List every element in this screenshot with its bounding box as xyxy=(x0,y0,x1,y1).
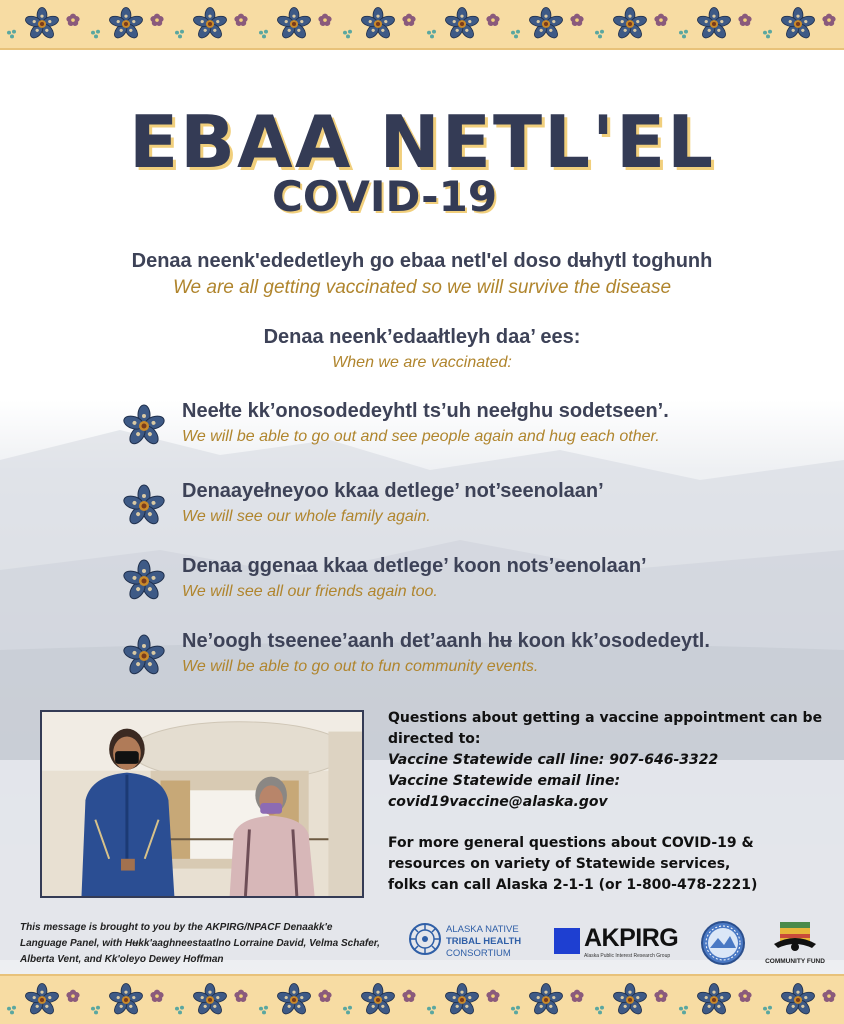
anthc-logo[interactable] xyxy=(408,920,538,968)
community-fund-label: COMMUNITY FUND xyxy=(765,958,825,965)
border-dots-icon xyxy=(7,30,16,39)
benefit-native-text: Neełte kk’onosodedeyhtl ts’uh neełghu sodetseen’. xyxy=(182,400,669,422)
general-line-2: resources on variety of Statewide services, xyxy=(388,856,731,872)
border-dots-icon xyxy=(259,1006,268,1015)
border-small-flower-icon xyxy=(402,990,417,1003)
border-flower-icon xyxy=(612,8,648,41)
akpirg-logo[interactable] xyxy=(554,920,684,968)
border-dots-icon xyxy=(511,30,520,39)
border-dots-icon xyxy=(679,30,688,39)
border-flower-icon xyxy=(108,984,144,1017)
anthc-line-2: TRIBAL HEALTH xyxy=(446,936,522,947)
community-fund-logo[interactable] xyxy=(764,920,826,968)
benefit-item xyxy=(120,400,820,460)
border-small-flower-icon xyxy=(738,990,753,1003)
benefit-english-text: We will be able to go out and see people again and hug each other. xyxy=(182,428,660,445)
flower-icon xyxy=(122,559,166,603)
border-dots-icon xyxy=(427,30,436,39)
border-small-flower-icon xyxy=(318,14,333,27)
border-small-flower-icon xyxy=(318,990,333,1003)
border-flower-icon xyxy=(696,8,732,41)
border-small-flower-icon xyxy=(234,14,249,27)
border-flower-icon xyxy=(780,8,816,41)
benefit-item xyxy=(120,630,820,690)
contact-info xyxy=(388,708,828,896)
border-dots-icon xyxy=(511,1006,520,1015)
email-link[interactable]: covid19vaccine@alaska.gov xyxy=(388,794,608,810)
border-small-flower-icon xyxy=(150,990,165,1003)
border-flower-icon xyxy=(276,984,312,1017)
anthc-line-1: ALASKA NATIVE xyxy=(446,924,519,935)
border-small-flower-icon xyxy=(822,14,837,27)
border-dots-icon xyxy=(763,1006,772,1015)
question-line-2: directed to: xyxy=(388,731,481,747)
email-label: Vaccine Statewide email line: xyxy=(388,773,621,789)
border-small-flower-icon xyxy=(822,990,837,1003)
general-line-1: For more general questions about COVID-19 & xyxy=(388,835,754,851)
question-line-1: Questions about getting a vaccine appointment can be xyxy=(388,710,823,726)
border-dots-icon xyxy=(763,30,772,39)
border-flower-icon xyxy=(192,8,228,41)
bottom-floral-border xyxy=(0,974,844,1024)
benefit-english-text: We will see our whole family again. xyxy=(182,508,431,525)
when-english-heading: When we are vaccinated: xyxy=(332,354,512,371)
border-small-flower-icon xyxy=(66,14,81,27)
border-flower-icon xyxy=(24,984,60,1017)
state-seal-logo[interactable] xyxy=(700,920,746,968)
akpirg-wordmark: AKPIRG xyxy=(584,924,679,952)
akpirg-square-icon xyxy=(554,928,580,954)
call-line[interactable]: Vaccine Statewide call line: 907-646-3322 xyxy=(388,752,719,768)
border-dots-icon xyxy=(175,30,184,39)
border-flower-icon xyxy=(528,8,564,41)
border-small-flower-icon xyxy=(570,14,585,27)
top-floral-border xyxy=(0,0,844,50)
border-flower-icon xyxy=(528,984,564,1017)
benefit-item xyxy=(120,555,820,615)
border-flower-icon xyxy=(360,8,396,41)
border-flower-icon xyxy=(444,984,480,1017)
border-small-flower-icon xyxy=(150,14,165,27)
border-flower-icon xyxy=(444,8,480,41)
anthc-emblem-icon xyxy=(408,922,442,956)
border-dots-icon xyxy=(427,1006,436,1015)
border-flower-icon xyxy=(276,8,312,41)
border-flower-icon xyxy=(360,984,396,1017)
flower-icon xyxy=(122,404,166,448)
border-small-flower-icon xyxy=(486,14,501,27)
intro-native-text: Denaa neenk'ededetleyh go ebaa netl'el doso dʉhytl toghunh xyxy=(131,250,713,272)
page-subtitle: COVID-19 xyxy=(272,172,498,221)
benefit-english-text: We will be able to go out to fun community events. xyxy=(182,658,539,675)
border-small-flower-icon xyxy=(402,14,417,27)
border-flower-icon xyxy=(24,8,60,41)
border-dots-icon xyxy=(91,1006,100,1015)
people-photo xyxy=(40,710,364,898)
border-flower-icon xyxy=(612,984,648,1017)
general-line-3[interactable]: folks can call Alaska 2-1-1 (or 1-800-478-2221) xyxy=(388,877,758,893)
border-dots-icon xyxy=(595,1006,604,1015)
border-dots-icon xyxy=(343,30,352,39)
border-flower-icon xyxy=(780,984,816,1017)
anthc-line-3: CONSORTIUM xyxy=(446,948,511,959)
border-flower-icon xyxy=(696,984,732,1017)
border-dots-icon xyxy=(91,30,100,39)
benefit-item xyxy=(120,480,820,540)
border-small-flower-icon xyxy=(66,990,81,1003)
border-dots-icon xyxy=(679,1006,688,1015)
border-small-flower-icon xyxy=(654,14,669,27)
border-dots-icon xyxy=(7,1006,16,1015)
border-flower-icon xyxy=(108,8,144,41)
when-native-heading: Denaa neenk’edaałtleyh daa’ ees: xyxy=(263,326,581,348)
benefit-native-text: Ne’oogh tseenee’aanh det’aanh hʉ koon kk’osodedeytl. xyxy=(182,630,710,652)
benefit-native-text: Denaayełneyoo kkaa detlege’ not’seenolaan’ xyxy=(182,480,604,502)
benefit-native-text: Denaa ggenaa kkaa detlege’ koon nots’eenolaan’ xyxy=(182,555,647,577)
border-small-flower-icon xyxy=(738,14,753,27)
benefit-english-text: We will see all our friends again too. xyxy=(182,583,438,600)
border-small-flower-icon xyxy=(486,990,501,1003)
seal-icon xyxy=(700,920,746,966)
akpirg-subtitle: Alaska Public Interest Research Group xyxy=(584,953,671,959)
border-dots-icon xyxy=(259,30,268,39)
intro-english-text: We are all getting vaccinated so we will survive the disease xyxy=(172,277,672,298)
border-small-flower-icon xyxy=(234,990,249,1003)
border-dots-icon xyxy=(595,30,604,39)
border-small-flower-icon xyxy=(654,990,669,1003)
community-fund-emblem-icon xyxy=(772,920,818,956)
flower-icon xyxy=(122,634,166,678)
border-dots-icon xyxy=(175,1006,184,1015)
border-small-flower-icon xyxy=(570,990,585,1003)
border-dots-icon xyxy=(343,1006,352,1015)
page-title: EBAA NETL'EL xyxy=(128,100,716,184)
border-flower-icon xyxy=(192,984,228,1017)
credit-text: This message is brought to you by the AKPIRG/NPACF Denaakk'e Language Panel, with Hʉkk'aaghneestaatlno Lorraine David, Velma Schafer, Alberta Vent, and Kk'oleyo Dewey Hoffman xyxy=(20,922,380,965)
flower-icon xyxy=(122,484,166,528)
